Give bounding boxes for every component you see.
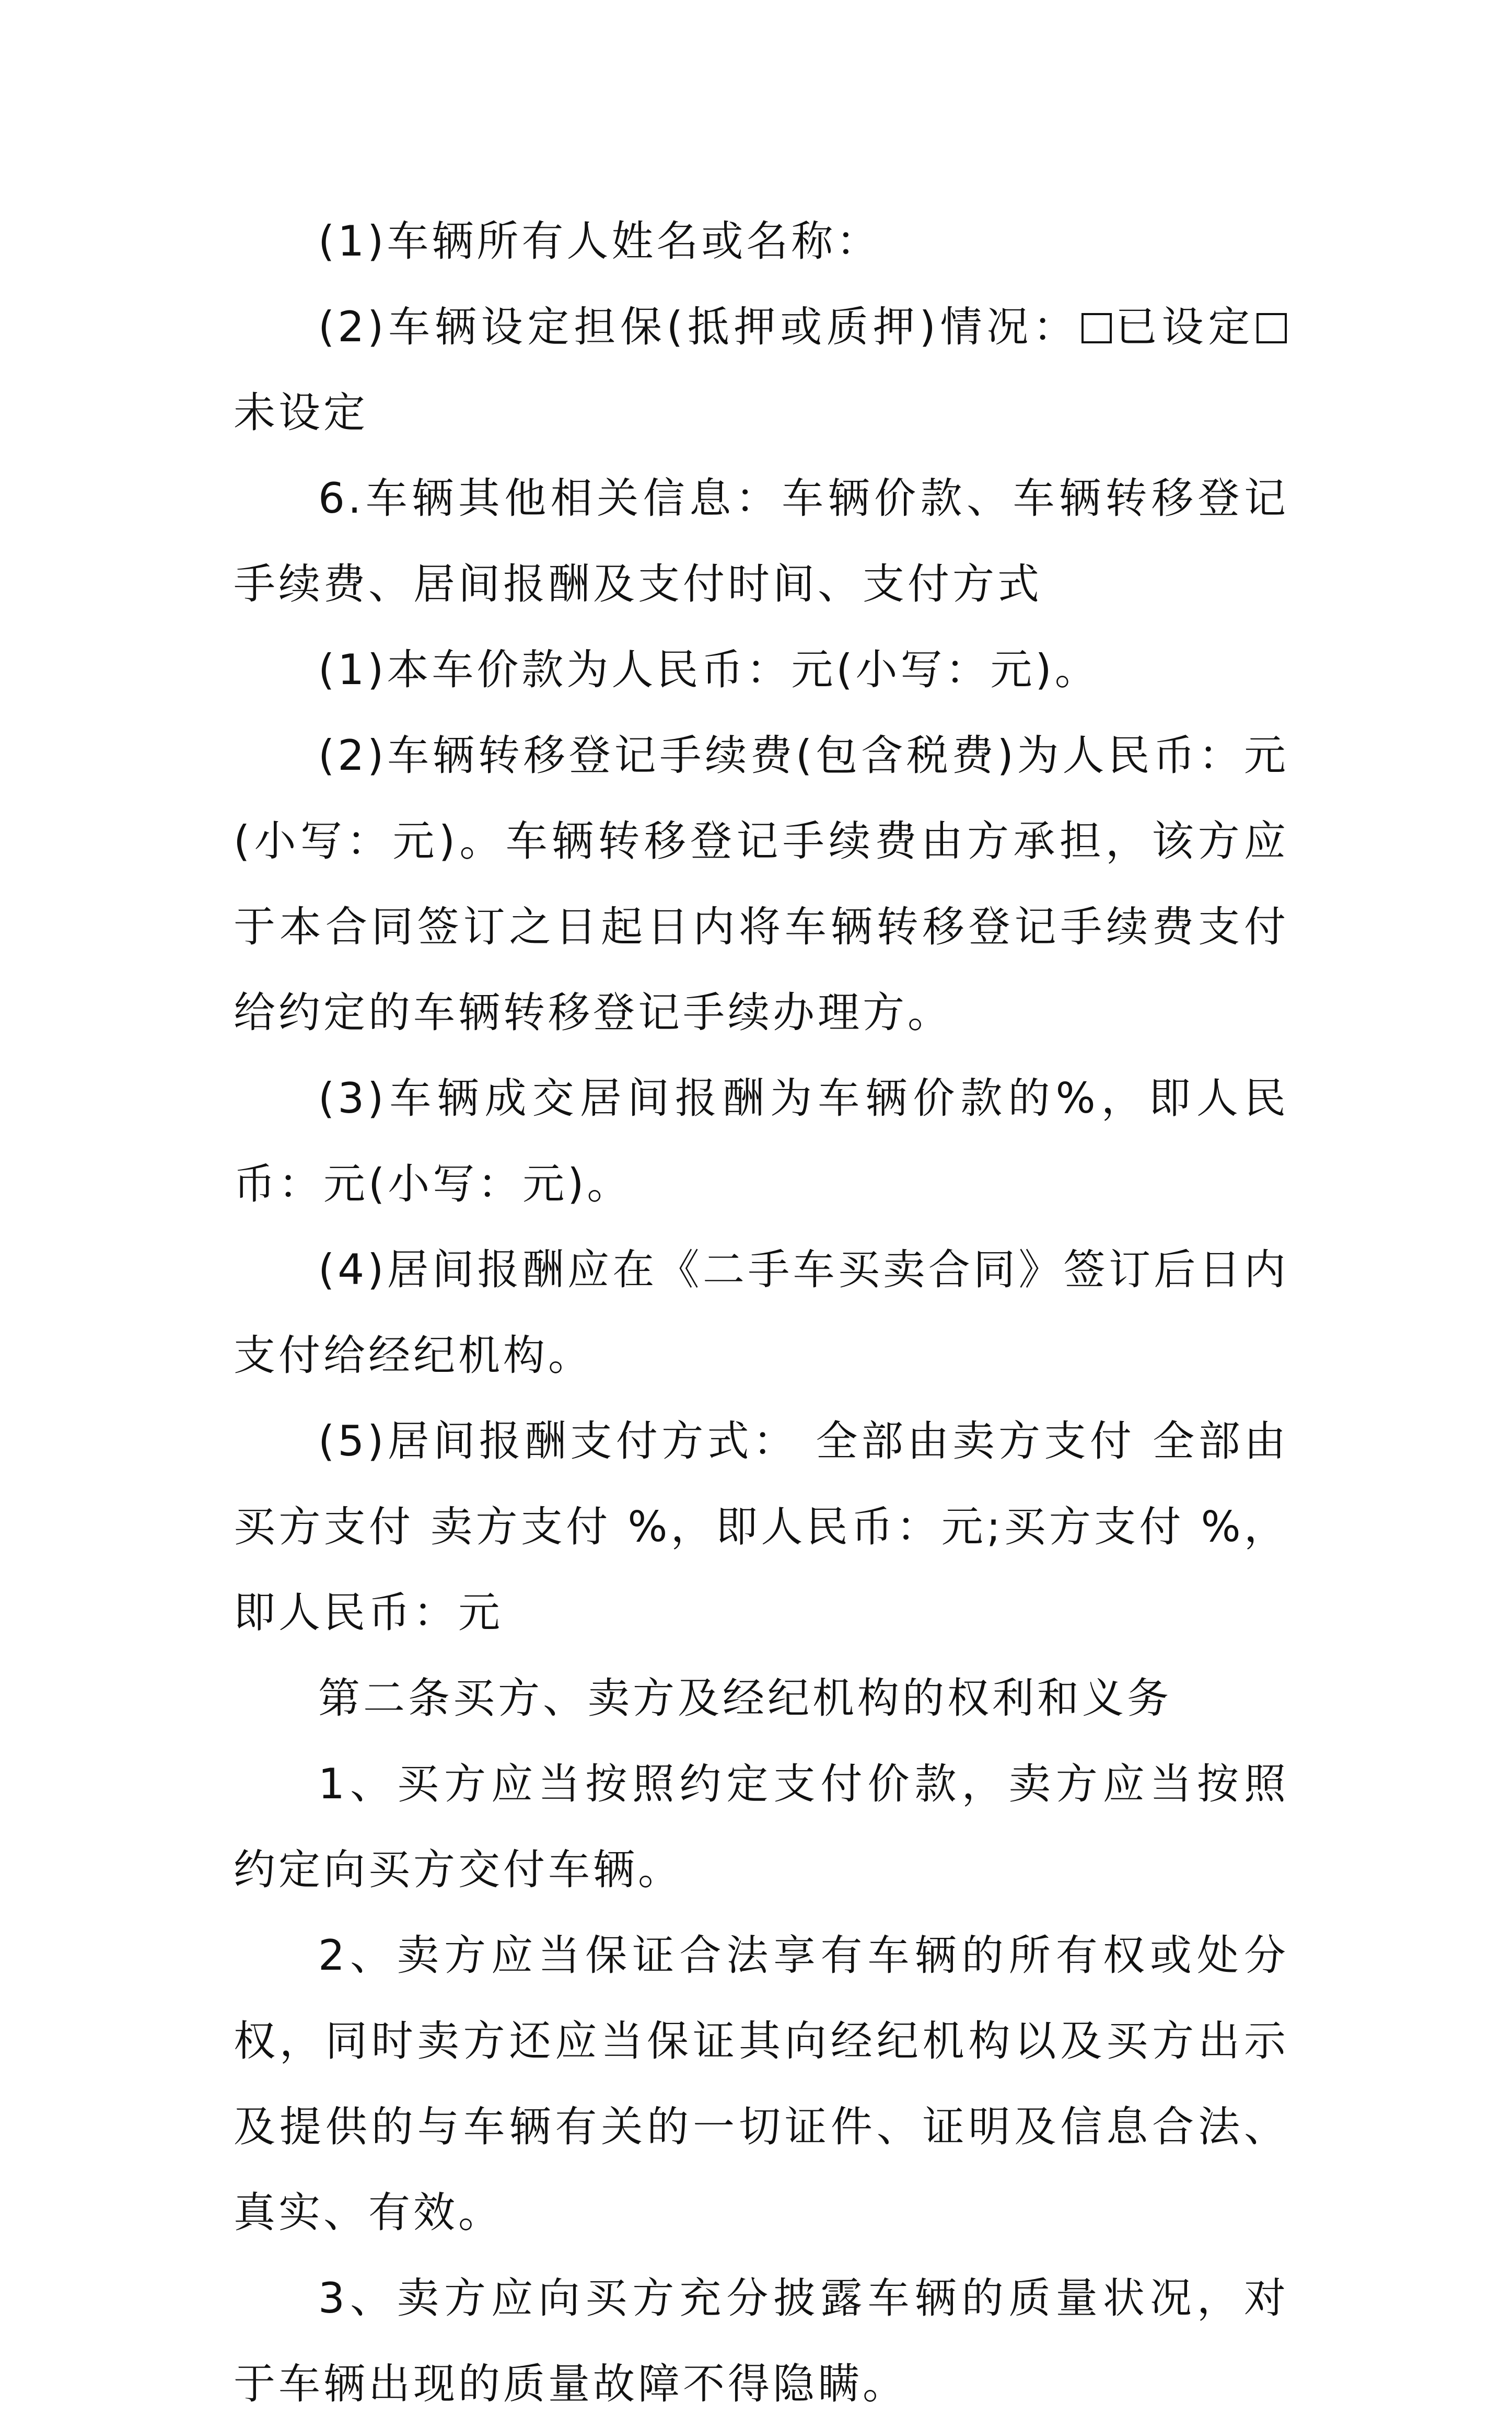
paragraph-vehicle-info: 6.车辆其他相关信息：车辆价款、车辆转移登记手续费、居间报酬及支付时间、支付方式 xyxy=(234,474,1289,608)
paragraph-clause-2: 2、卖方应当保证合法享有车辆的所有权或处分权，同时卖方还应当保证其向经纪机构以及买方出示及提供的与车辆有关的一切证件、证明及信息合法、真实、有效。 xyxy=(234,1931,1289,2237)
document-body xyxy=(234,199,1289,2427)
paragraph-transfer-fee: (2)车辆转移登记手续费(包含税费)为人民币：元(小写：元)。车辆转移登记手续费由方承担，该方应于本合同签订之日起日内将车辆转移登记手续费支付给约定的车辆转移登记手续办理方。 xyxy=(234,731,1289,1037)
paragraph-brokerage-fee: (3)车辆成交居间报酬为车辆价款的%，即人民币：元(小写：元)。 xyxy=(234,1074,1289,1208)
paragraph-clause-3: 3、卖方应向买方充分披露车辆的质量状况，对于车辆出现的质量故障不得隐瞒。 xyxy=(234,2274,1289,2408)
section-heading-article-2: 第二条买方、卖方及经纪机构的权利和义务 xyxy=(318,1674,1172,1723)
paragraph-clause-1: 1、买方应当按照约定支付价款，卖方应当按照约定向买方交付车辆。 xyxy=(234,1760,1289,1894)
paragraph-guarantee-status xyxy=(234,284,1289,456)
checkbox-set[interactable] xyxy=(1081,313,1112,343)
guarantee-option-not-set: 未设定 xyxy=(234,388,368,437)
guarantee-label: (2)车辆设定担保(抵押或质押)情况： xyxy=(318,303,1079,351)
checkbox-not-set[interactable] xyxy=(1257,313,1287,343)
paragraph-owner-name: (1)车辆所有人姓名或名称： xyxy=(318,217,881,265)
paragraph-vehicle-price: (1)本车价款为人民币：元(小写：元)。 xyxy=(318,645,1100,694)
guarantee-option-set: 已设定 xyxy=(1113,303,1255,351)
paragraph-brokerage-time: (4)居间报酬应在《二手车买卖合同》签订后日内支付给经纪机构。 xyxy=(234,1245,1289,1380)
paragraph-brokerage-method: (5)居间报酬支付方式： 全部由卖方支付 全部由买方支付 卖方支付 %，即人民币：元;买方支付 %，即人民币：元 xyxy=(234,1417,1289,1637)
